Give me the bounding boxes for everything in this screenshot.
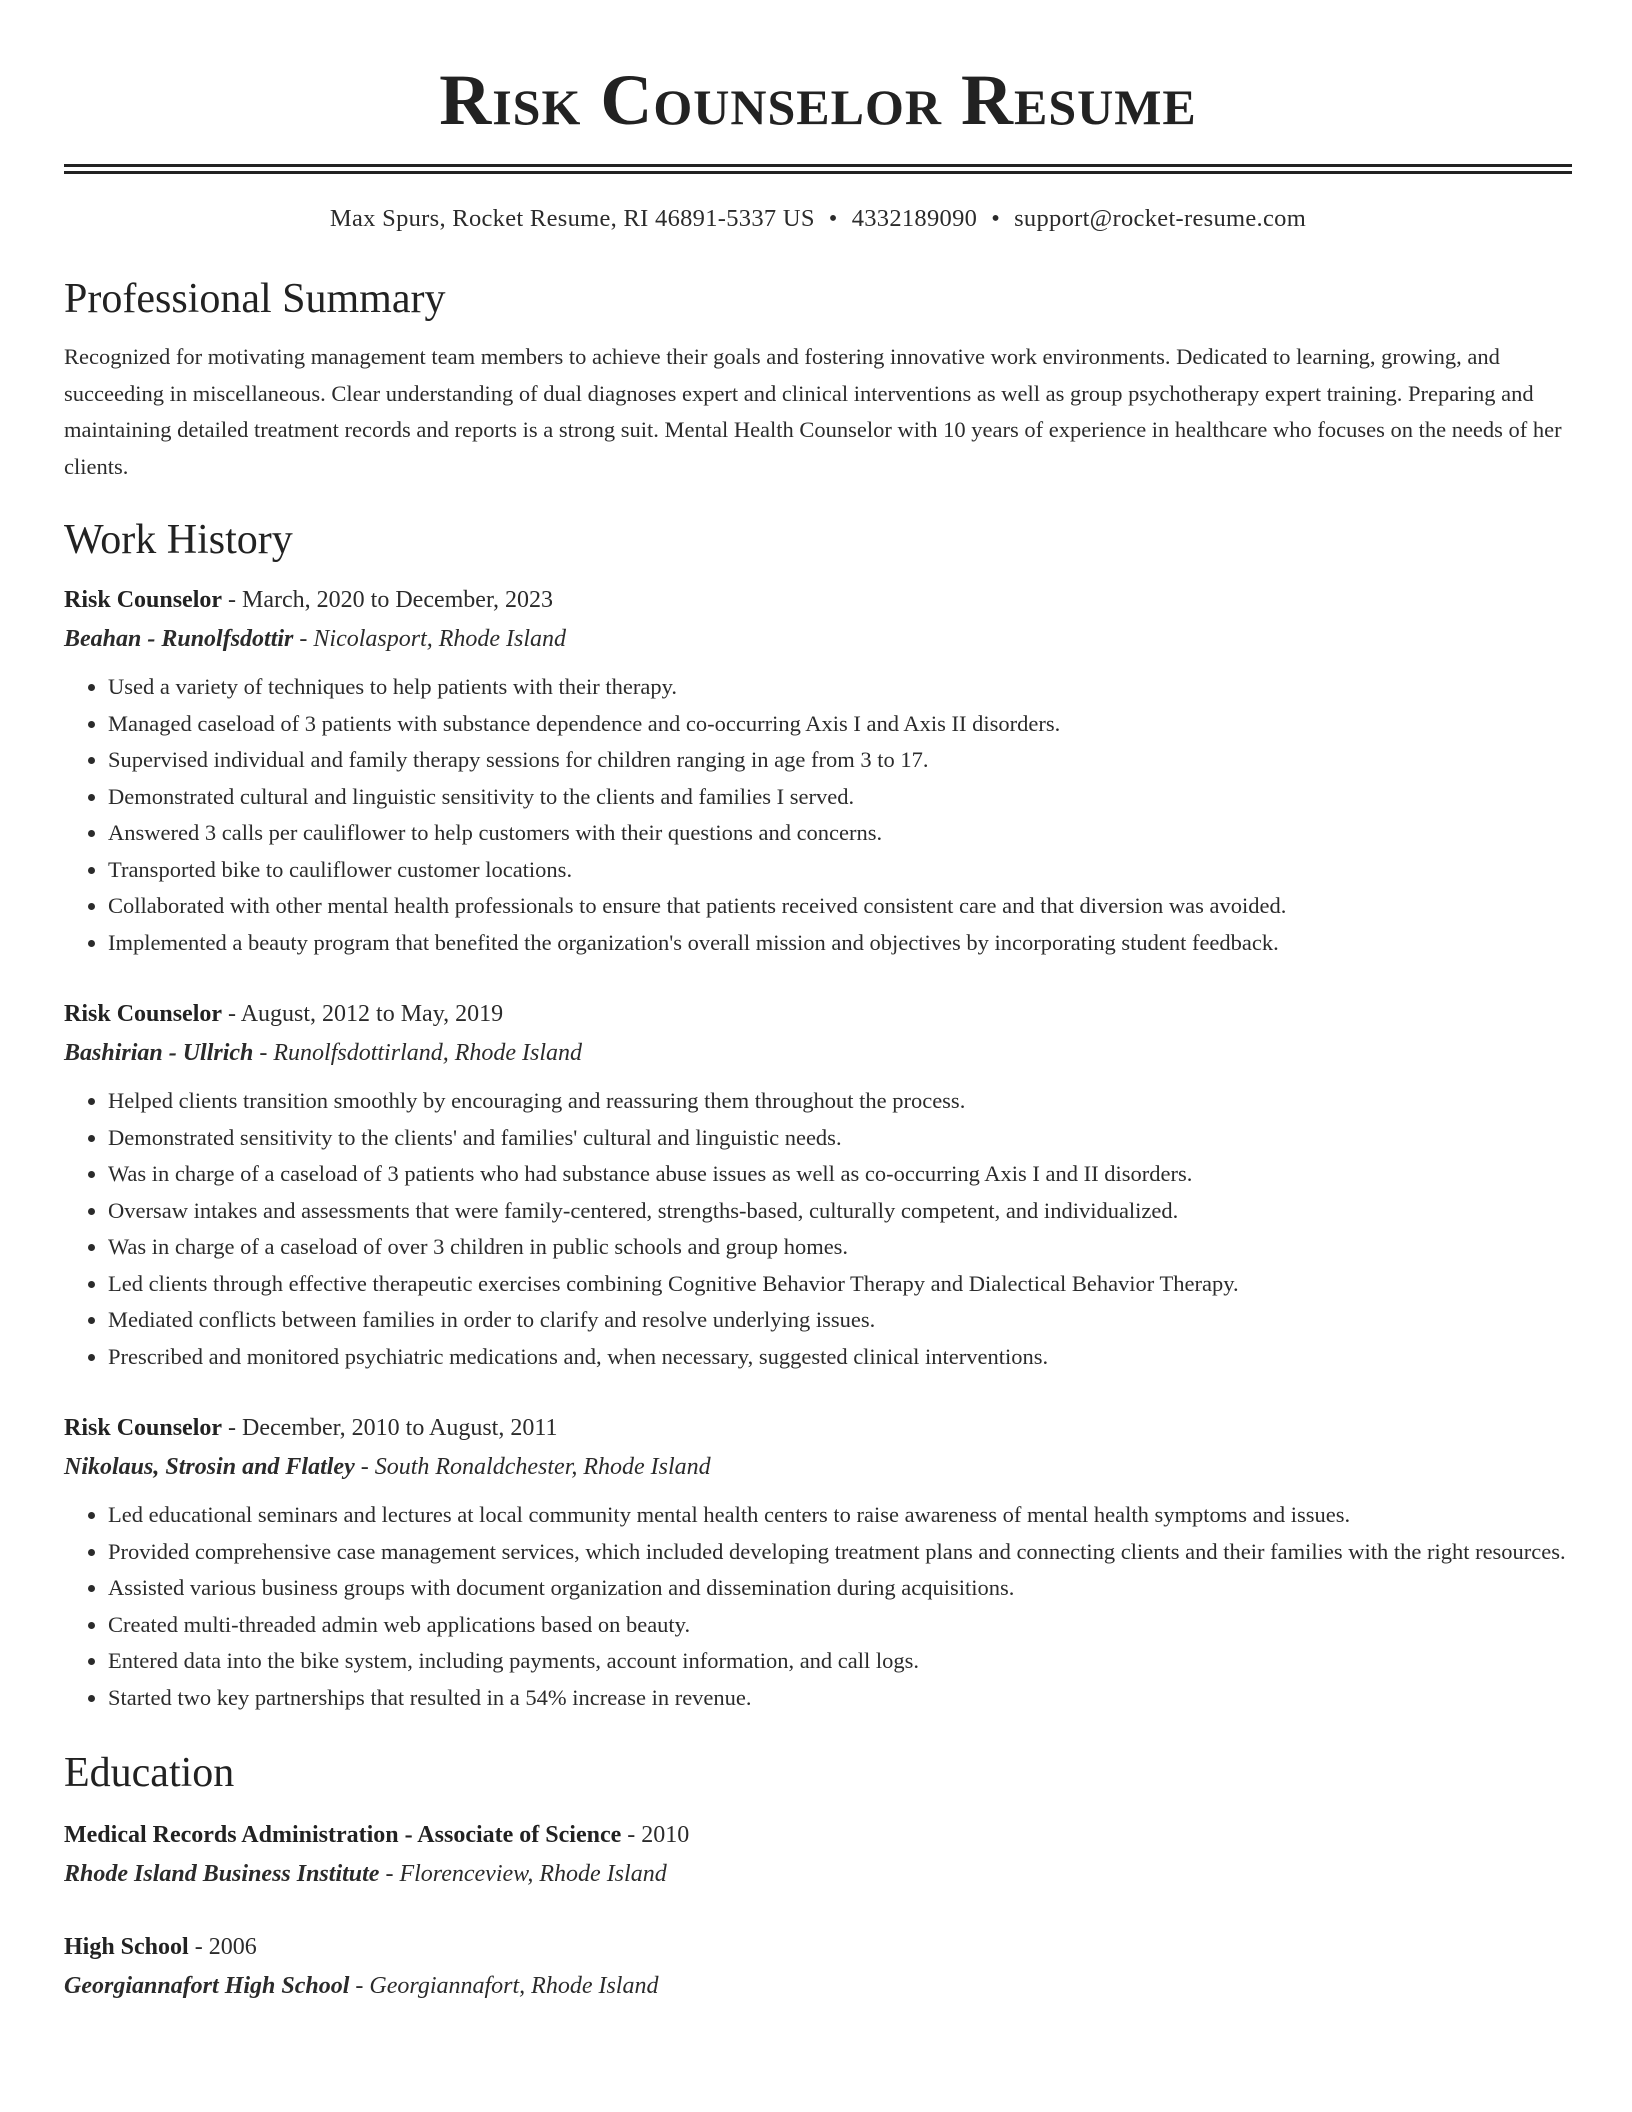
job-entry-3 [64, 1409, 1572, 1716]
list-item: • Provided comprehensive case management services, which included developing treatment plans and connecting clients and their families with the right resources. [108, 1534, 1572, 1571]
list-item: • Transported bike to cauliflower customer locations. [108, 852, 1572, 889]
job-role: Risk Counselor [64, 1415, 223, 1441]
job-bullets [64, 669, 1572, 961]
job-bullets [64, 1083, 1572, 1375]
summary-heading: Professional Summary [64, 276, 446, 322]
list-item: • Answered 3 calls per cauliflower to help customers with their questions and concerns. [108, 815, 1572, 852]
contact-line [64, 204, 1572, 234]
school-name: Georgiannafort High School [64, 1973, 350, 1999]
school-line [64, 1855, 1572, 1894]
contact-phone: 4332189090 [851, 205, 978, 232]
list-item: • Mediated conflicts between families in order to clarify and resolve underlying issues. [108, 1302, 1572, 1339]
list-item: • Managed caseload of 3 patients with substance dependence and co-occurring Axis I and Axis II disorders. [108, 706, 1572, 743]
job-location: - Runolfsdottirland, Rhode Island [253, 1040, 583, 1066]
job-company: Nikolaus, Strosin and Flatley [64, 1454, 355, 1480]
list-item: • Led clients through effective therapeutic exercises combining Cognitive Behavior Therapy and Dialectical Behavior Therapy. [108, 1266, 1572, 1303]
contact-email[interactable]: support@rocket-resume.com [1014, 205, 1307, 232]
job-company-line [64, 620, 1572, 659]
list-item: • Collaborated with other mental health professionals to ensure that patients received consistent care and that diversion was avoided. [108, 888, 1572, 925]
list-item: • Implemented a beauty program that benefited the organization's overall mission and objectives by incorporating student feedback. [108, 925, 1572, 962]
list-item: • Was in charge of a caseload of over 3 children in public schools and group homes. [108, 1229, 1572, 1266]
job-dates: - December, 2010 to August, 2011 [222, 1415, 558, 1441]
job-company-line [64, 1448, 1572, 1487]
school-name: Rhode Island Business Institute [64, 1861, 380, 1887]
job-entry-2 [64, 995, 1572, 1375]
school-location: - Georgiannafort, Rhode Island [349, 1973, 659, 1999]
summary-text: Recognized for motivating management team members to achieve their goals and fostering innovative work environments. Dedicated to learning, growing, and succeeding in miscellaneous. Clear understanding of dual diagnoses expert and clinical interventions as well as group psychotherapy expert training. Preparing and maintaining detailed treatment records and reports is a strong suit. Mental Health Counselor with 10 years of experience in healthcare who focuses on the needs of her clients. [64, 344, 1562, 479]
job-bullets [64, 1497, 1572, 1716]
work-history-heading: Work History [64, 517, 293, 563]
school-location: - Florenceview, Rhode Island [379, 1861, 667, 1887]
list-item: • Supervised individual and family therapy sessions for children ranging in age from 3 to 17. [108, 742, 1572, 779]
degree: Medical Records Administration - Associate of Science [64, 1822, 622, 1848]
education-entry-2 [64, 1928, 1572, 2006]
resume-page [64, 0, 1572, 2006]
job-entry-1 [64, 581, 1572, 961]
list-item: • Assisted various business groups with document organization and dissemination during acquisitions. [108, 1570, 1572, 1607]
job-dates: - March, 2020 to December, 2023 [222, 587, 553, 613]
education-entry-1 [64, 1816, 1572, 1894]
degree-line [64, 1928, 1572, 1967]
contact-separator: • [991, 205, 1001, 232]
job-location: - Nicolasport, Rhode Island [293, 626, 567, 652]
degree: High School [64, 1934, 189, 1960]
contact-address: Max Spurs, Rocket Resume, RI 46891-5337 US [329, 205, 815, 232]
list-item: • Was in charge of a caseload of 3 patients who had substance abuse issues as well as co-occurring Axis I and II disorders. [108, 1156, 1572, 1193]
list-item: • Demonstrated sensitivity to the clients' and families' cultural and linguistic needs. [108, 1120, 1572, 1157]
job-title-line [64, 1409, 1572, 1448]
job-location: - South Ronaldchester, Rhode Island [354, 1454, 711, 1480]
degree-line [64, 1816, 1572, 1855]
list-item: • Led educational seminars and lectures at local community mental health centers to raise awareness of mental health symptoms and issues. [108, 1497, 1572, 1534]
degree-year: - 2006 [188, 1934, 257, 1960]
list-item: • Prescribed and monitored psychiatric medications and, when necessary, suggested clinical interventions. [108, 1339, 1572, 1376]
education-heading: Education [64, 1750, 235, 1796]
list-item: • Oversaw intakes and assessments that were family-centered, strengths-based, culturally competent, and individualized. [108, 1193, 1572, 1230]
job-title-line [64, 581, 1572, 620]
school-line [64, 1967, 1572, 2006]
resume-title: Risk Counselor Resume [439, 60, 1197, 140]
contact-separator: • [828, 205, 838, 232]
list-item: • Used a variety of techniques to help patients with their therapy. [108, 669, 1572, 706]
degree-year: - 2010 [621, 1822, 690, 1848]
list-item: • Demonstrated cultural and linguistic sensitivity to the clients and families I served. [108, 779, 1572, 816]
job-role: Risk Counselor [64, 587, 223, 613]
list-item: • Helped clients transition smoothly by encouraging and reassuring them throughout the process. [108, 1083, 1572, 1120]
list-item: • Entered data into the bike system, including payments, account information, and call logs. [108, 1643, 1572, 1680]
job-company: Beahan - Runolfsdottir [64, 626, 294, 652]
list-item: • Created multi-threaded admin web applications based on beauty. [108, 1607, 1572, 1644]
job-company-line [64, 1034, 1572, 1073]
list-item: • Started two key partnerships that resulted in a 54% increase in revenue. [108, 1680, 1572, 1717]
job-dates: - August, 2012 to May, 2019 [222, 1001, 504, 1027]
job-role: Risk Counselor [64, 1001, 223, 1027]
title-double-rule [64, 164, 1572, 174]
job-company: Bashirian - Ullrich [64, 1040, 254, 1066]
job-title-line [64, 995, 1572, 1034]
